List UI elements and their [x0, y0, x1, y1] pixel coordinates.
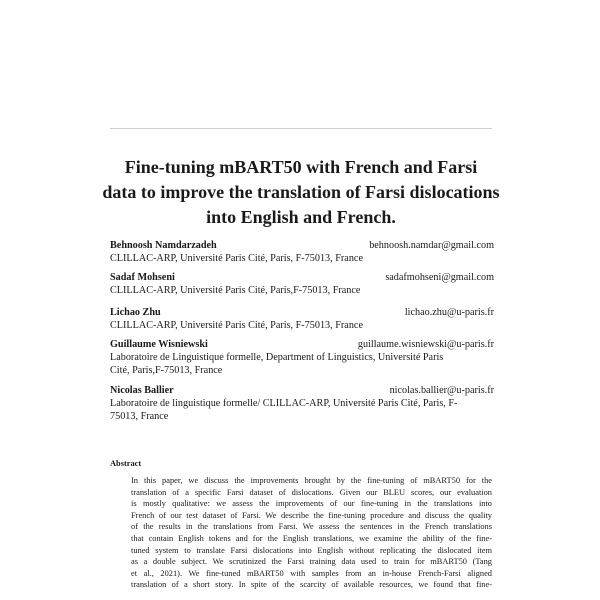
abstract-line: as a double subject. We scrutinized the Farsi training data used to train for mBART50 (Tang: [131, 557, 492, 567]
author-affiliation: Laboratoire de linguistique formelle/ CLILLAC-ARP, Université Paris Cité, Paris, F-: [110, 398, 458, 409]
author-email: behnoosh.namdar@gmail.com: [369, 240, 494, 251]
abstract-line: translation of a short story. In spite of the scarcity of available resources, we found that fine-: [131, 580, 492, 590]
author-name: Nicolas Ballier: [110, 385, 174, 396]
abstract-body: [131, 475, 492, 591]
author-email: lichao.zhu@u-paris.fr: [404, 307, 494, 318]
paper-title: [100, 155, 502, 230]
author-block: [110, 239, 494, 265]
header-rule: [110, 128, 492, 129]
author-affiliation: Cité, Paris,F-75013, France: [110, 365, 223, 376]
author-affiliation: CLILLAC-ARP, Université Paris Cité, Paris, F-75013, France: [110, 253, 363, 264]
author-block: [110, 384, 494, 423]
author-name: Guillaume Wisniewski: [110, 339, 208, 350]
abstract-line: is mostly qualitative: we assess the improvements of our fine-tuning in the translations into: [131, 499, 492, 509]
title-line: data to improve the translation of Farsi dislocations: [102, 182, 500, 202]
author-affiliation: 75013, France: [110, 411, 169, 422]
author-email: sadafmohseni@gmail.com: [385, 272, 494, 283]
abstract-line: French of our test dataset of Farsi. We describe the fine-tuning procedure and discuss the quality: [131, 510, 492, 520]
author-block: [110, 306, 494, 332]
author-block: [110, 338, 494, 377]
author-email: guillaume.wisniewski@u-paris.fr: [357, 339, 494, 350]
author-name: Lichao Zhu: [110, 307, 161, 318]
abstract-line: translation of a specific Farsi dataset of dislocations. Given our BLEU scores, our evaluation: [131, 487, 492, 497]
author-affiliation: CLILLAC-ARP, Université Paris Cité, Paris, F-75013, France: [110, 320, 363, 331]
author-block: [110, 271, 494, 297]
author-name: Behnoosh Namdarzadeh: [110, 240, 217, 251]
abstract-heading: Abstract: [110, 459, 142, 468]
author-email: nicolas.ballier@u-paris.fr: [389, 385, 494, 396]
author-affiliation: CLILLAC-ARP, Université Paris Cité, Paris,F-75013, France: [110, 285, 361, 296]
abstract-line: et al., 2021). We fine-tuned mBART50 with samples from an in-house French-Farsi aligned: [131, 568, 492, 578]
abstract-line: that contain English tokens and for the English translations, we examine the ability of the fine-: [131, 533, 492, 543]
abstract-line: In this paper, we discuss the improvements brought by the fine-tuning of mBART50 for the: [131, 476, 492, 485]
author-name: Sadaf Mohseni: [110, 272, 175, 283]
abstract-line: tuned system to translate Farsi dislocations into English without replicating the dislocated item: [131, 545, 492, 555]
title-line: Fine-tuning mBART50 with French and Farsi: [124, 157, 478, 177]
abstract-line: of the results in the translations from Farsi. We assess the sentences in the French translations: [131, 522, 492, 532]
author-affiliation: Laboratoire de Linguistique formelle, Department of Linguistics, Université Paris: [110, 352, 444, 363]
title-line: into English and French.: [206, 207, 396, 227]
